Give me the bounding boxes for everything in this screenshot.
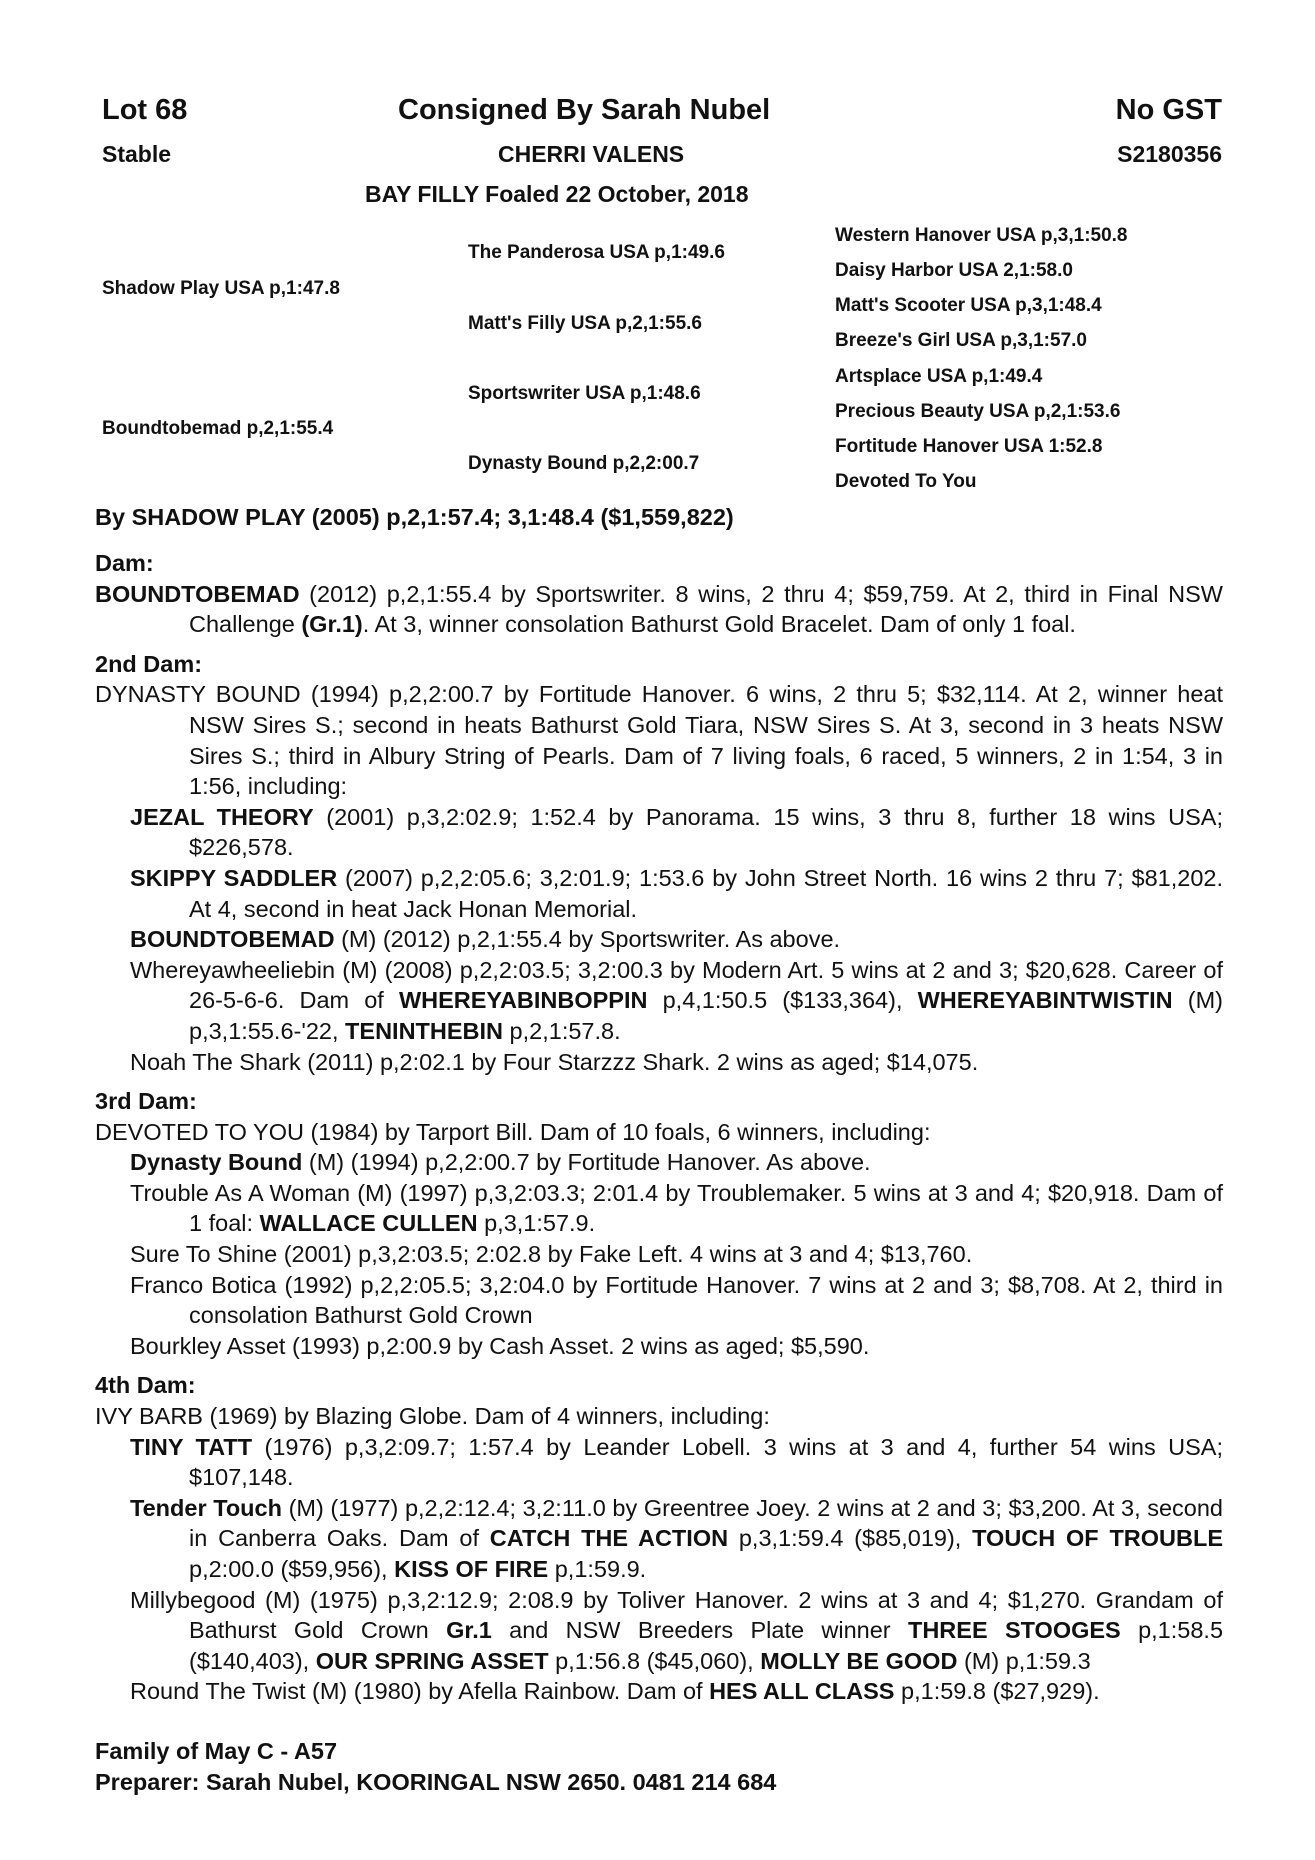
progeny-entry: Dynasty Bound (M) (1994) p,2,2:00.7 by Fortitude Hanover. As above. xyxy=(130,1149,871,1176)
section-heading: 3rd Dam: xyxy=(95,1088,197,1115)
dam-entry: DYNASTY BOUND (1994) p,2,2:00.7 by Fortitude Hanover. 6 wins, 2 thru 5; $32,114. At 2, winner heat NSW Sires S.; second in heats Bathurst Gold Tiara, NSW Sires S. At 3, second in 3 heats NSW Sires S.; third in Albury String of Pearls. Dam of 7 living foals, 6 raced, 5 winners, 2 in 1:54, 3 in 1:56, including: xyxy=(95,681,1223,800)
section-heading: Dam: xyxy=(95,550,154,576)
pedigree-dam-sire: Sportswriter USA p,1:48.6 xyxy=(468,383,701,404)
family-line: Family of May C - A57 xyxy=(95,1738,338,1764)
consignor: Consigned By Sarah Nubel xyxy=(398,94,771,126)
pedigree-gen3-8: Devoted To You xyxy=(835,471,977,492)
progeny-entry: Tender Touch (M) (1977) p,2,2:12.4; 3,2:11.0 by Greentree Joey. 2 wins at 2 and 3; $3,200. At 3, second in Canberra Oaks. Dam of CATCH THE ACTION p,3,1:59.4 ($85,019), TOUCH OF TROUBLE p,2:00.0 ($59,956), KISS OF FIRE p,1:59.9. xyxy=(130,1494,1224,1582)
progeny-entry: Trouble As A Woman (M) (1997) p,3,2:03.3; 2:01.4 by Troublemaker. 5 wins at 3 and 4; $20,918. Dam of 1 foal: WALLACE CULLEN p,3,1:57.9. xyxy=(130,1179,1223,1237)
preparer-line: Preparer: Sarah Nubel, KOORINGAL NSW 2650. 0481 214 684 xyxy=(95,1769,777,1795)
horse-description: BAY FILLY Foaled 22 October, 2018 xyxy=(365,181,749,207)
pedigree-gen3-6: Precious Beauty USA p,2,1:53.6 xyxy=(835,401,1121,422)
progeny-entry: Sure To Shine (2001) p,3,2:03.5; 2:02.8 by Fake Left. 4 wins at 3 and 4; $13,760. xyxy=(130,1241,973,1268)
progeny-entry: BOUNDTOBEMAD (M) (2012) p,2,1:55.4 by Sportswriter. As above. xyxy=(130,926,841,953)
dam-entry: DEVOTED TO YOU (1984) by Tarport Bill. Dam of 10 foals, 6 winners, including: xyxy=(95,1118,931,1145)
section-heading: 2nd Dam: xyxy=(95,650,203,677)
pedigree-sire-dam: Matt's Filly USA p,2,1:55.6 xyxy=(468,313,702,334)
progeny-entry: Noah The Shark (2011) p,2:02.1 by Four Starzzz Shark. 2 wins as aged; $14,075. xyxy=(130,1048,979,1075)
progeny-entry: Whereyawheeliebin (M) (2008) p,2,2:03.5; 3,2:00.3 by Modern Art. 5 wins at 2 and 3; $20,628. Career of 26-5-6-6. Dam of WHEREYABINBOPPIN p,4,1:50.5 ($133,364), WHEREYABINTWISTIN (M) p,3,1:55.6-'22, TENINTHEBIN p,2,1:57.8. xyxy=(130,956,1223,1044)
pedigree-gen3-1: Western Hanover USA p,3,1:50.8 xyxy=(835,225,1128,246)
pedigree-gen3-4: Breeze's Girl USA p,3,1:57.0 xyxy=(835,330,1087,351)
progeny-entry: SKIPPY SADDLER (2007) p,2,2:05.6; 3,2:01.9; 1:53.6 by John Street North. 16 wins 2 thru 7; $81,202. At 4, second in heat Jack Honan Memorial. xyxy=(130,864,1223,922)
progeny-entry: Franco Botica (1992) p,2,2:05.5; 3,2:04.0 by Fortitude Hanover. 7 wins at 2 and 3; $8,708. At 2, third in consolation Bathurst Gold Crown xyxy=(130,1271,1223,1329)
section-heading: 4th Dam: xyxy=(95,1372,196,1399)
gst-status: No GST xyxy=(1115,94,1222,126)
progeny-entry: Bourkley Asset (1993) p,2:00.9 by Cash Asset. 2 wins as aged; $5,590. xyxy=(130,1332,870,1359)
pedigree-sire: Shadow Play USA p,1:47.8 xyxy=(102,278,340,299)
sire-line: By SHADOW PLAY (2005) p,2,1:57.4; 3,1:48.4 ($1,559,822) xyxy=(95,504,734,530)
catalogue-body xyxy=(95,548,1223,1707)
pedigree-sire-sire: The Panderosa USA p,1:49.6 xyxy=(468,242,725,263)
horse-name: CHERRI VALENS xyxy=(498,141,685,167)
pedigree-dam-dam: Dynasty Bound p,2,2:00.7 xyxy=(468,453,700,474)
pedigree-gen3-3: Matt's Scooter USA p,3,1:48.4 xyxy=(835,295,1102,316)
pedigree-dam: Boundtobemad p,2,1:55.4 xyxy=(102,418,334,439)
progeny-entry: JEZAL THEORY (2001) p,3,2:02.9; 1:52.4 by Panorama. 15 wins, 3 thru 8, further 18 wins USA; $226,578. xyxy=(130,803,1223,861)
lot-number: Lot 68 xyxy=(102,94,188,126)
pedigree-gen3-2: Daisy Harbor USA 2,1:58.0 xyxy=(835,260,1073,281)
progeny-entry: Millybegood (M) (1975) p,3,2:12.9; 2:08.9 by Toliver Hanover. 2 wins at 3 and 4; $1,270. Grandam of Bathurst Gold Crown Gr.1 and NSW Breeders Plate winner THREE STOOGES p,1:58.5 ($140,403), OUR SPRING ASSET p,1:56.8 ($45,060), MOLLY BE GOOD (M) p,1:59.3 xyxy=(130,1586,1224,1674)
pedigree-gen3-5: Artsplace USA p,1:49.4 xyxy=(835,366,1043,387)
reference-number: S2180356 xyxy=(1117,141,1222,167)
stable-label: Stable xyxy=(102,141,172,167)
progeny-entry: Round The Twist (M) (1980) by Afella Rainbow. Dam of HES ALL CLASS p,1:59.8 ($27,929). xyxy=(130,1678,1100,1705)
dam-entry: IVY BARB (1969) by Blazing Globe. Dam of 4 winners, including: xyxy=(95,1403,770,1430)
progeny-entry: TINY TATT (1976) p,3,2:09.7; 1:57.4 by Leander Lobell. 3 wins at 3 and 4, further 54 wins USA; $107,148. xyxy=(130,1433,1223,1491)
pedigree-gen3-7: Fortitude Hanover USA 1:52.8 xyxy=(835,436,1103,457)
dam-entry: BOUNDTOBEMAD (2012) p,2,1:55.4 by Sportswriter. 8 wins, 2 thru 4; $59,759. At 2, third in Final NSW Challenge (Gr.1). At 3, winner consolation Bathurst Gold Bracelet. Dam of only 1 foal. xyxy=(95,580,1223,638)
